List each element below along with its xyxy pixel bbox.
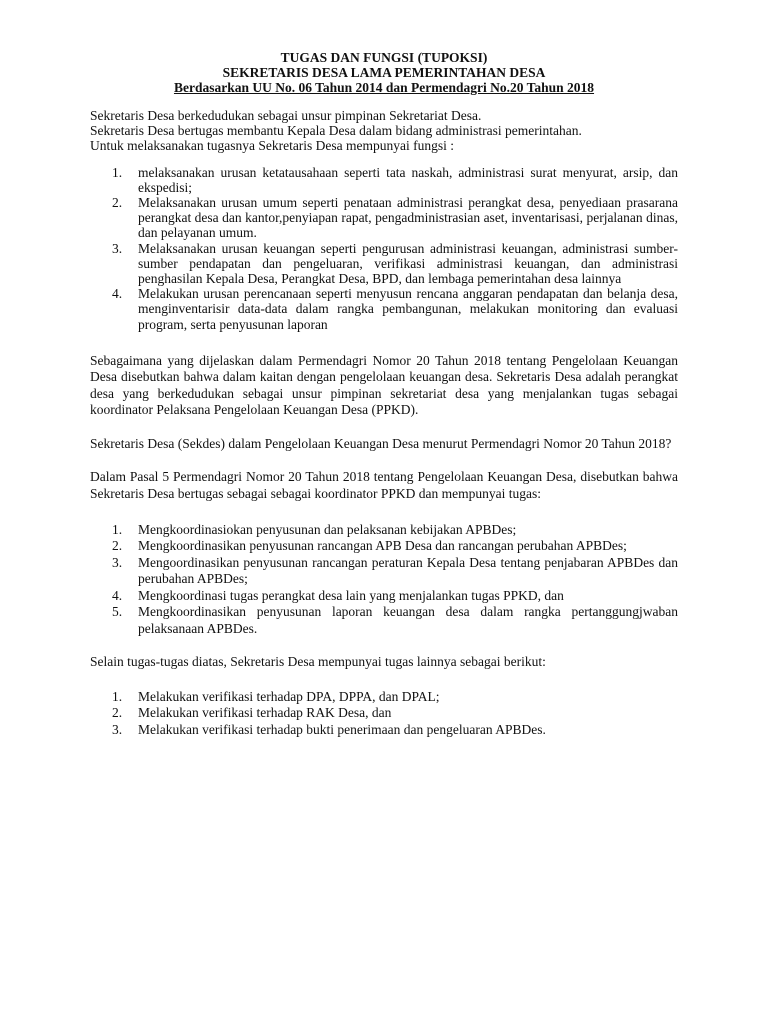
list-item xyxy=(90,689,678,706)
other-tasks-list xyxy=(90,689,678,739)
list-number: 3. xyxy=(112,721,123,737)
list-number: 1. xyxy=(112,521,123,537)
list-number: 1. xyxy=(112,164,123,180)
list-text: Melaksanakan urusan keuangan seperti pengurusan administrasi keuangan, administrasi sumber-sumber pendapatan dan pengeluaran, verifikasi administrasi keuangan, dan administrasi penghasilan Kepala Desa, Perangkat Desa, BPD, dan lembaga pemerintahan desa lainnya xyxy=(138,240,678,287)
list-text: Mengkoordinasikan penyusunan laporan keuangan desa dalam rangka pertanggungjwaban pelaksanaan APBDes. xyxy=(138,604,678,636)
paragraph-permendagri: Sebagaimana yang dijelaskan dalam Permendagri Nomor 20 Tahun 2018 tentang Pengelolaan Keuangan Desa disebutkan bahwa dalam kaitan dengan pengelolaan keuangan desa. Sekretaris Desa adalah perangkat desa yang berkedudukan sebagai unsur pimpinan sekretariat desa yang menjalankan tugas sebagai koordinator Pelaksana Pengelolaan Keuangan Desa (PPKD). xyxy=(90,352,678,418)
document-header xyxy=(90,50,678,95)
list-text: Mengkoordinasikan penyusunan rancangan APB Desa dan rancangan perubahan APBDes; xyxy=(138,538,627,554)
list-item xyxy=(90,705,678,722)
list-item xyxy=(90,538,678,555)
list-item xyxy=(90,195,678,241)
paragraph-pasal-5: Dalam Pasal 5 Permendagri Nomor 20 Tahun 2018 tentang Pengelolaan Keuangan Desa, disebutkan bahwa Sekretaris Desa bertugas sebagai sebagai koordinator PPKD dan mempunyai tugas: xyxy=(90,468,678,502)
list-number: 5. xyxy=(112,604,123,620)
list-number: 2. xyxy=(112,195,123,211)
document-body xyxy=(90,50,678,738)
list-number: 2. xyxy=(112,705,123,721)
list-text: Melakukan verifikasi terhadap bukti penerimaan dan pengeluaran APBDes. xyxy=(138,721,546,737)
functions-list xyxy=(90,165,678,332)
list-text: Melakukan urusan perencanaan seperti menyusun rencana anggaran pendapatan dan belanja desa, menginventarisir data-data dalam rangka pembangunan, melakukan monitoring dan evaluasi program, serta penyusunan laporan xyxy=(138,286,678,332)
list-text: Melakukan verifikasi terhadap RAK Desa, dan xyxy=(138,705,392,721)
list-item xyxy=(90,286,678,332)
list-text: Mengkoordinasi tugas perangkat desa lain yang menjalankan tugas PPKD, dan xyxy=(138,587,564,603)
list-item xyxy=(90,241,678,287)
intro-line: Untuk melaksanakan tugasnya Sekretaris Desa mempunyai fungsi : xyxy=(90,138,455,154)
legal-basis-line: Berdasarkan UU No. 06 Tahun 2014 dan Permendagri No.20 Tahun 2018 xyxy=(173,80,595,95)
list-item xyxy=(90,555,678,588)
list-text: Mengkoordinasiokan penyusunan dan pelaksanan kebijakan APBDes; xyxy=(138,521,517,537)
list-text: Melakukan verifikasi terhadap DPA, DPPA, dan DPAL; xyxy=(138,688,440,704)
list-item xyxy=(90,165,678,195)
list-item xyxy=(90,522,678,539)
list-number: 4. xyxy=(112,286,123,302)
list-number: 3. xyxy=(112,240,123,256)
list-number: 4. xyxy=(112,587,123,603)
list-number: 1. xyxy=(112,688,123,704)
document-subtitle: SEKRETARIS DESA LAMA PEMERINTAHAN DESA xyxy=(222,65,546,80)
intro-line: Sekretaris Desa bertugas membantu Kepala Desa dalam bidang administrasi pemerintahan. xyxy=(90,123,582,139)
list-text: Mengoordinasikan penyusunan rancangan peraturan Kepala Desa tentang penjabaran APBDes dan perubahan APBDes; xyxy=(138,554,678,587)
intro-section xyxy=(90,108,678,154)
list-item xyxy=(90,722,678,739)
document-title: TUGAS DAN FUNGSI (TUPOKSI) xyxy=(280,50,488,65)
list-text: Melaksanakan urusan umum seperti penataan administrasi perangkat desa, penyediaan prasarana perangkat desa dan kantor,penyiapan rapat, pengadministrasian aset, inventarisasi, perjalanan dinas, dan pelayanan umum. xyxy=(138,195,678,241)
list-item xyxy=(90,588,678,605)
paragraph-other-tasks: Selain tugas-tugas diatas, Sekretaris Desa mempunyai tugas lainnya sebagai berikut: xyxy=(90,654,546,670)
intro-line: Sekretaris Desa berkedudukan sebagai unsur pimpinan Sekretariat Desa. xyxy=(90,108,482,123)
ppkd-tasks-list xyxy=(90,522,678,638)
list-number: 3. xyxy=(112,554,123,570)
list-item xyxy=(90,604,678,637)
list-number: 2. xyxy=(112,538,123,554)
list-text: melaksanakan urusan ketatausahaan seperti tata naskah, administrasi surat menyurat, arsip, dan ekspedisi; xyxy=(138,164,678,195)
paragraph-question: Sekretaris Desa (Sekdes) dalam Pengelolaan Keuangan Desa menurut Permendagri Nomor 20 Tahun 2018? xyxy=(90,435,672,451)
